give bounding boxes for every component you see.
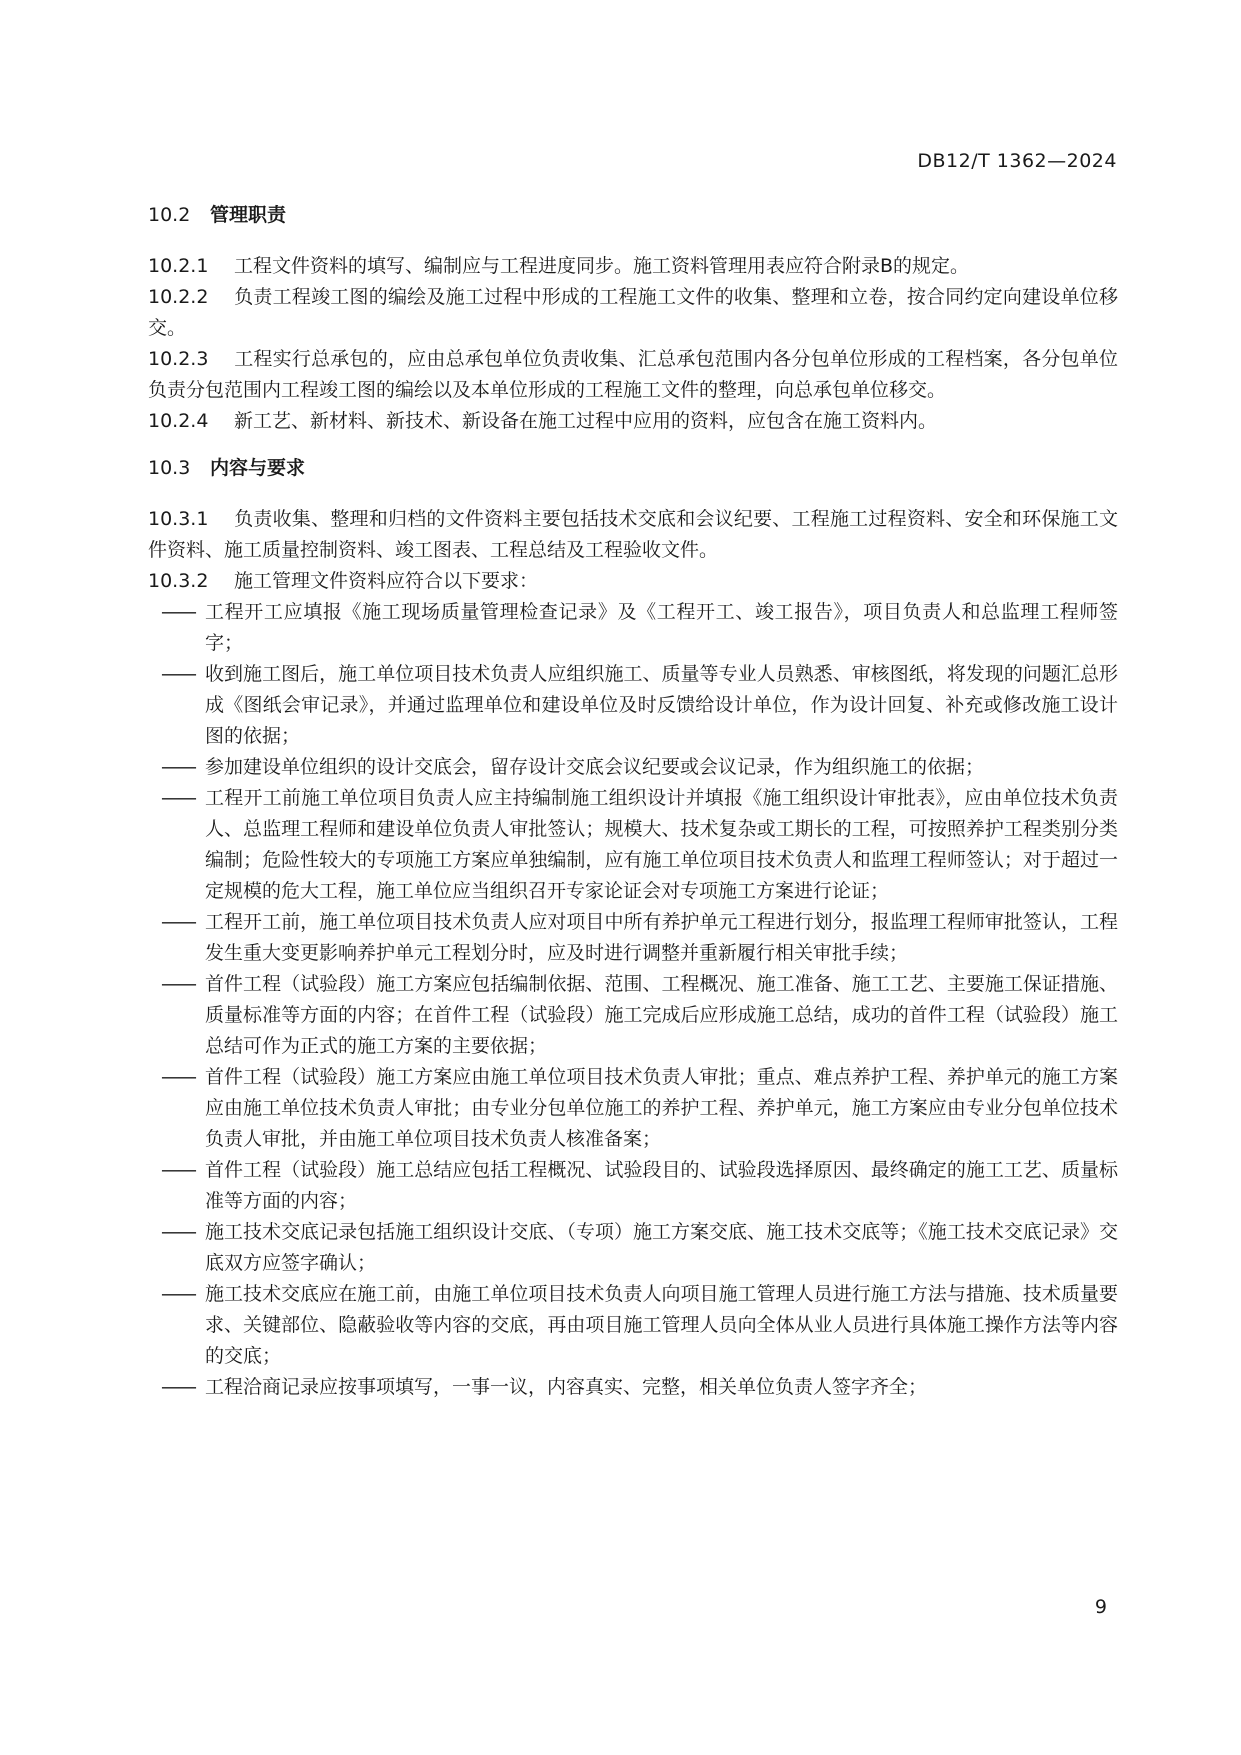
section-number: 10.2 [148, 204, 191, 226]
list-item [161, 907, 1118, 969]
list-dash: —— [161, 601, 195, 623]
clause-10-3-2 [148, 566, 1118, 597]
list-dash: —— [161, 1221, 195, 1243]
list-item-text: 工程洽商记录应按事项填写，一事一议，内容真实、完整，相关单位负责人签字齐全； [205, 1376, 928, 1398]
list-dash: —— [161, 787, 195, 809]
list-item-text: 施工技术交底记录包括施工组织设计交底、（专项）施工方案交底、施工技术交底等；《施工技术交底记录》交底双方应签字确认； [205, 1221, 1118, 1274]
clause-text: 工程实行总承包的，应由总承包单位负责收集、汇总承包范围内各分包单位形成的工程档案，各分包单位负责分包范围内工程竣工图的编绘以及本单位形成的工程施工文件的整理，向总承包单位移交。 [148, 348, 1118, 401]
list-dash: —— [161, 1159, 195, 1181]
list-dash: —— [161, 663, 195, 685]
list-item-text: 首件工程（试验段）施工总结应包括工程概况、试验段目的、试验段选择原因、最终确定的施工工艺、质量标准等方面的内容； [205, 1159, 1118, 1212]
list-dash: —— [161, 1283, 195, 1305]
list-dash: —— [161, 1066, 195, 1088]
list-item [161, 969, 1118, 1062]
section-heading-10-3 [148, 453, 1118, 484]
list-item [161, 752, 1118, 783]
list-item [161, 1279, 1118, 1372]
section-title: 管理职责 [210, 204, 287, 226]
clause-number: 10.3.1 [148, 508, 209, 530]
list-item-text: 首件工程（试验段）施工方案应包括编制依据、范围、工程概况、施工准备、施工工艺、主要施工保证措施、质量标准等方面的内容；在首件工程（试验段）施工完成后应形成施工总结，成功的首件工程（试验段）施工总结可作为正式的施工方案的主要依据； [205, 973, 1118, 1057]
list-item-text: 参加建设单位组织的设计交底会，留存设计交底会议纪要或会议记录，作为组织施工的依据； [205, 756, 985, 778]
document-body [148, 200, 1118, 1403]
list-item [161, 597, 1118, 659]
list-dash: —— [161, 973, 195, 995]
list-item-text: 工程开工前施工单位项目负责人应主持编制施工组织设计并填报《施工组织设计审批表》，应由单位技术负责人、总监理工程师和建设单位负责人审批签认；规模大、技术复杂或工期长的工程，可按照养护工程类别分类编制；危险性较大的专项施工方案应单独编制，应有施工单位项目技术负责人和监理工程师签认；对于超过一定规模的危大工程，施工单位应当组织召开专家论证会对专项施工方案进行论证； [205, 787, 1118, 902]
list-item-text: 收到施工图后，施工单位项目技术负责人应组织施工、质量等专业人员熟悉、审核图纸，将发现的问题汇总形成《图纸会审记录》，并通过监理单位和建设单位及时反馈给设计单位，作为设计回复、补充或修改施工设计图的依据； [205, 663, 1118, 747]
list-item-text: 工程开工应填报《施工现场质量管理检查记录》及《工程开工、竣工报告》，项目负责人和总监理工程师签字； [205, 601, 1118, 654]
list-dash: —— [161, 1376, 195, 1398]
section-title: 内容与要求 [210, 457, 306, 479]
clause-text: 负责收集、整理和归档的文件资料主要包括技术交底和会议纪要、工程施工过程资料、安全和环保施工文件资料、施工质量控制资料、竣工图表、工程总结及工程验收文件。 [148, 508, 1118, 561]
list-item [161, 1155, 1118, 1217]
list-item [161, 1372, 1118, 1403]
list-item-text: 工程开工前，施工单位项目技术负责人应对项目中所有养护单元工程进行划分，报监理工程师审批签认，工程发生重大变更影响养护单元工程划分时，应及时进行调整并重新履行相关审批手续； [205, 911, 1118, 964]
clause-10-2-1 [148, 251, 1118, 282]
list-dash: —— [161, 911, 195, 933]
list-item [161, 1062, 1118, 1155]
section-number: 10.3 [148, 457, 191, 479]
clause-text: 负责工程竣工图的编绘及施工过程中形成的工程施工文件的收集、整理和立卷，按合同约定向建设单位移交。 [148, 286, 1118, 339]
clause-10-2-4 [148, 406, 1118, 437]
list-item [161, 659, 1118, 752]
clause-10-3-1 [148, 504, 1118, 566]
list-item-text: 施工技术交底应在施工前，由施工单位项目技术负责人向项目施工管理人员进行施工方法与措施、技术质量要求、关键部位、隐蔽验收等内容的交底，再由项目施工管理人员向全体从业人员进行具体施工操作方法等内容的交底； [205, 1283, 1118, 1367]
clause-number: 10.3.2 [148, 570, 209, 592]
clause-number: 10.2.1 [148, 255, 209, 277]
clause-10-2-2 [148, 282, 1118, 344]
list-item-text: 首件工程（试验段）施工方案应由施工单位项目技术负责人审批；重点、难点养护工程、养护单元的施工方案应由施工单位技术负责人审批；由专业分包单位施工的养护工程、养护单元，施工方案应由专业分包单位技术负责人审批，并由施工单位项目技术负责人核准备案； [205, 1066, 1118, 1150]
clause-text: 新工艺、新材料、新技术、新设备在施工过程中应用的资料，应包含在施工资料内。 [234, 410, 938, 432]
clause-number: 10.2.4 [148, 410, 209, 432]
list-dash: —— [161, 756, 195, 778]
list-item [161, 783, 1118, 907]
clause-text: 施工管理文件资料应符合以下要求： [234, 570, 539, 592]
clause-number: 10.2.2 [148, 286, 209, 308]
clause-number: 10.2.3 [148, 348, 209, 370]
clause-text: 工程文件资料的填写、编制应与工程进度同步。施工资料管理用表应符合附录B的规定。 [234, 255, 970, 277]
clause-10-2-3 [148, 344, 1118, 406]
section-heading-10-2 [148, 200, 1118, 231]
page-number: 9 [1094, 1596, 1107, 1618]
list-item [161, 1217, 1118, 1279]
document-code: DB12/T 1362—2024 [917, 150, 1117, 172]
